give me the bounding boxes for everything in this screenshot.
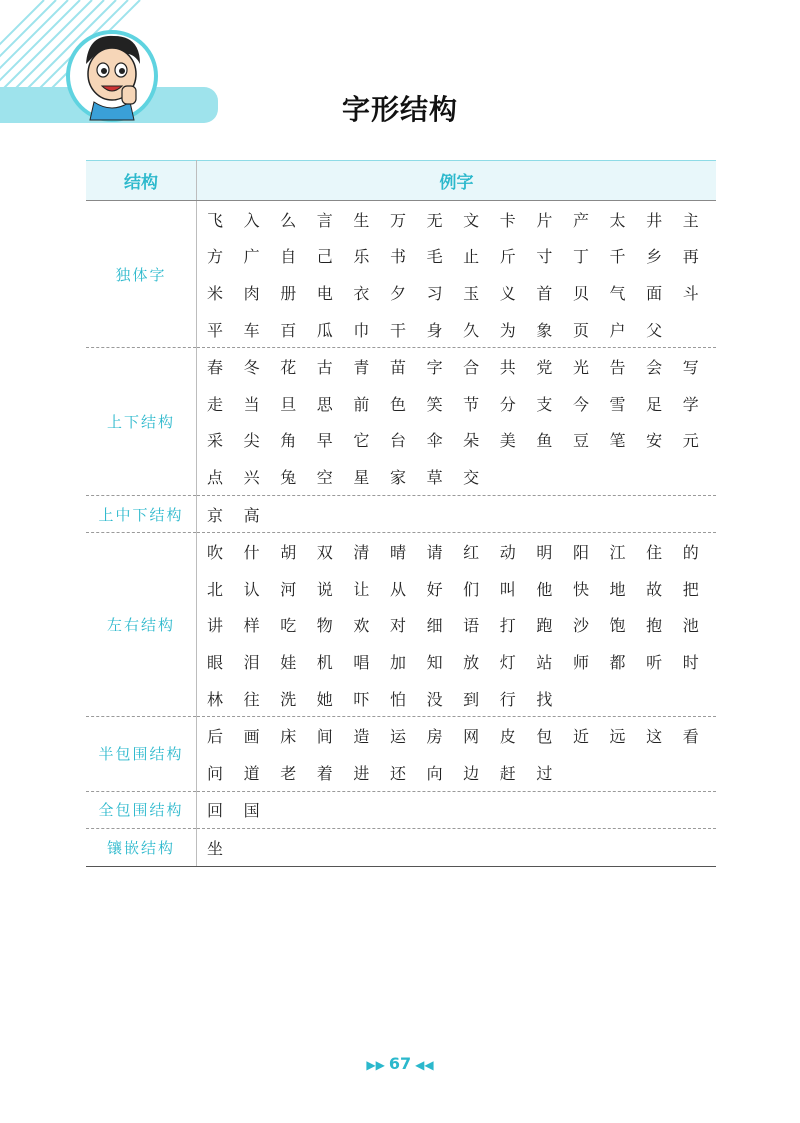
example-character: 包 bbox=[536, 727, 553, 747]
example-character: 唱 bbox=[353, 652, 370, 672]
example-character: 干 bbox=[389, 320, 406, 340]
example-character: 洗 bbox=[280, 689, 297, 709]
character-line bbox=[204, 717, 716, 754]
header-structure: 结构 bbox=[86, 161, 197, 201]
example-character: 写 bbox=[682, 358, 699, 378]
example-character: 色 bbox=[389, 394, 406, 414]
example-character: 平 bbox=[207, 320, 224, 340]
example-character: 党 bbox=[536, 358, 553, 378]
example-character: 鱼 bbox=[536, 431, 553, 451]
example-character: 沙 bbox=[572, 616, 589, 636]
example-character: 没 bbox=[426, 689, 443, 709]
character-line bbox=[204, 385, 716, 422]
example-character: 瓜 bbox=[316, 320, 333, 340]
table-body bbox=[86, 201, 716, 867]
example-character: 都 bbox=[609, 652, 626, 672]
example-character: 雪 bbox=[609, 394, 626, 414]
example-character: 无 bbox=[426, 210, 443, 230]
structure-table bbox=[86, 160, 716, 867]
example-character: 江 bbox=[609, 543, 626, 563]
example-character: 皮 bbox=[499, 727, 516, 747]
example-character: 入 bbox=[243, 210, 260, 230]
character-line bbox=[204, 829, 716, 866]
example-characters bbox=[197, 533, 717, 717]
example-character: 道 bbox=[243, 763, 260, 783]
example-character: 兴 bbox=[243, 467, 260, 487]
example-character: 古 bbox=[316, 358, 333, 378]
example-character: 网 bbox=[463, 727, 480, 747]
example-character: 高 bbox=[243, 505, 260, 525]
example-character: 到 bbox=[463, 689, 480, 709]
structure-label: 上下结构 bbox=[86, 348, 197, 495]
example-character: 她 bbox=[316, 689, 333, 709]
character-line bbox=[204, 792, 716, 829]
page-title: 字形结构 bbox=[341, 93, 458, 126]
example-character: 讲 bbox=[207, 616, 224, 636]
example-character: 玉 bbox=[463, 283, 480, 303]
example-character: 找 bbox=[536, 689, 553, 709]
example-character: 青 bbox=[353, 358, 370, 378]
example-character: 毛 bbox=[426, 247, 443, 267]
example-character: 方 bbox=[207, 247, 224, 267]
example-character: 加 bbox=[389, 652, 406, 672]
example-character: 吹 bbox=[207, 543, 224, 563]
example-character: 言 bbox=[316, 210, 333, 230]
table-row bbox=[86, 533, 716, 717]
example-character: 春 bbox=[207, 358, 224, 378]
example-character: 贝 bbox=[572, 283, 589, 303]
example-character: 主 bbox=[682, 210, 699, 230]
character-line bbox=[204, 533, 716, 570]
example-character: 斗 bbox=[682, 283, 699, 303]
example-character: 足 bbox=[646, 394, 663, 414]
example-character: 电 bbox=[316, 283, 333, 303]
example-character: 页 bbox=[572, 320, 589, 340]
example-character: 细 bbox=[426, 616, 443, 636]
example-character: 什 bbox=[243, 543, 260, 563]
example-character: 吃 bbox=[280, 616, 297, 636]
table-row bbox=[86, 829, 716, 867]
example-character: 共 bbox=[499, 358, 516, 378]
example-character: 美 bbox=[499, 431, 516, 451]
example-character: 兔 bbox=[280, 467, 297, 487]
example-character: 认 bbox=[243, 579, 260, 599]
example-character: 花 bbox=[280, 358, 297, 378]
example-character: 过 bbox=[536, 763, 553, 783]
example-character: 物 bbox=[316, 616, 333, 636]
example-character: 池 bbox=[682, 616, 699, 636]
example-character: 师 bbox=[572, 652, 589, 672]
example-character: 还 bbox=[389, 763, 406, 783]
character-line bbox=[204, 311, 716, 348]
example-character: 国 bbox=[243, 801, 260, 821]
example-character: 让 bbox=[353, 579, 370, 599]
table-row bbox=[86, 791, 716, 829]
example-characters bbox=[197, 717, 717, 791]
character-line bbox=[204, 570, 716, 607]
structure-label: 半包围结构 bbox=[86, 717, 197, 791]
example-character: 说 bbox=[316, 579, 333, 599]
example-character: 身 bbox=[426, 320, 443, 340]
example-character: 胡 bbox=[280, 543, 297, 563]
example-character: 向 bbox=[426, 763, 443, 783]
example-character: 这 bbox=[646, 727, 663, 747]
example-character: 交 bbox=[463, 467, 480, 487]
example-character: 笔 bbox=[609, 431, 626, 451]
example-character: 看 bbox=[682, 727, 699, 747]
example-character: 双 bbox=[316, 543, 333, 563]
example-characters bbox=[197, 791, 717, 829]
example-character: 久 bbox=[463, 320, 480, 340]
example-character: 放 bbox=[463, 652, 480, 672]
example-character: 造 bbox=[353, 727, 370, 747]
example-character: 跑 bbox=[536, 616, 553, 636]
example-character: 己 bbox=[316, 247, 333, 267]
table-row bbox=[86, 201, 716, 348]
example-character: 会 bbox=[646, 358, 663, 378]
example-character: 行 bbox=[499, 689, 516, 709]
example-character: 近 bbox=[572, 727, 589, 747]
example-character: 赶 bbox=[499, 763, 516, 783]
example-character: 米 bbox=[207, 283, 224, 303]
example-character: 进 bbox=[353, 763, 370, 783]
example-character: 阳 bbox=[572, 543, 589, 563]
example-character: 当 bbox=[243, 394, 260, 414]
example-character: 豆 bbox=[572, 431, 589, 451]
example-character: 老 bbox=[280, 763, 297, 783]
example-character: 生 bbox=[353, 210, 370, 230]
example-character: 片 bbox=[536, 210, 553, 230]
example-character: 车 bbox=[243, 320, 260, 340]
character-line bbox=[204, 274, 716, 311]
example-character: 尖 bbox=[243, 431, 260, 451]
character-line bbox=[204, 458, 716, 495]
example-character: 今 bbox=[572, 394, 589, 414]
example-character: 欢 bbox=[353, 616, 370, 636]
example-character: 学 bbox=[682, 394, 699, 414]
example-character: 饱 bbox=[609, 616, 626, 636]
example-character: 面 bbox=[646, 283, 663, 303]
example-character: 红 bbox=[463, 543, 480, 563]
example-character: 从 bbox=[389, 579, 406, 599]
example-character: 京 bbox=[207, 505, 224, 525]
example-character: 册 bbox=[280, 283, 297, 303]
example-character: 光 bbox=[572, 358, 589, 378]
example-character: 运 bbox=[389, 727, 406, 747]
example-character: 气 bbox=[609, 283, 626, 303]
example-character: 台 bbox=[389, 431, 406, 451]
example-character: 自 bbox=[280, 247, 297, 267]
example-character: 北 bbox=[207, 579, 224, 599]
example-character: 百 bbox=[280, 320, 297, 340]
example-character: 夕 bbox=[389, 283, 406, 303]
example-character: 首 bbox=[536, 283, 553, 303]
structure-label: 镶嵌结构 bbox=[86, 829, 197, 867]
example-character: 动 bbox=[499, 543, 516, 563]
example-character: 的 bbox=[682, 543, 699, 563]
structure-label: 上中下结构 bbox=[86, 495, 197, 533]
example-character: 好 bbox=[426, 579, 443, 599]
example-character: 河 bbox=[280, 579, 297, 599]
example-character: 合 bbox=[463, 358, 480, 378]
example-character: 太 bbox=[609, 210, 626, 230]
example-character: 父 bbox=[646, 320, 663, 340]
example-characters bbox=[197, 201, 717, 348]
example-character: 林 bbox=[207, 689, 224, 709]
example-character: 飞 bbox=[207, 210, 224, 230]
table-row bbox=[86, 495, 716, 533]
structure-label: 左右结构 bbox=[86, 533, 197, 717]
example-character: 间 bbox=[316, 727, 333, 747]
example-character: 往 bbox=[243, 689, 260, 709]
example-character: 冬 bbox=[243, 358, 260, 378]
example-character: 站 bbox=[536, 652, 553, 672]
example-character: 它 bbox=[353, 431, 370, 451]
example-character: 肉 bbox=[243, 283, 260, 303]
example-character: 画 bbox=[243, 727, 260, 747]
example-character: 打 bbox=[499, 616, 516, 636]
example-character: 思 bbox=[316, 394, 333, 414]
example-character: 明 bbox=[536, 543, 553, 563]
example-character: 他 bbox=[536, 579, 553, 599]
example-character: 再 bbox=[682, 247, 699, 267]
example-character: 产 bbox=[572, 210, 589, 230]
example-character: 故 bbox=[646, 579, 663, 599]
example-character: 眼 bbox=[207, 652, 224, 672]
example-character: 伞 bbox=[426, 431, 443, 451]
example-character: 止 bbox=[463, 247, 480, 267]
example-character: 卡 bbox=[499, 210, 516, 230]
example-character: 晴 bbox=[389, 543, 406, 563]
character-line bbox=[204, 680, 716, 717]
example-character: 千 bbox=[609, 247, 626, 267]
example-character: 家 bbox=[389, 467, 406, 487]
example-character: 旦 bbox=[280, 394, 297, 414]
example-character: 问 bbox=[207, 763, 224, 783]
example-character: 角 bbox=[280, 431, 297, 451]
example-character: 回 bbox=[207, 801, 224, 821]
example-character: 远 bbox=[609, 727, 626, 747]
example-character: 衣 bbox=[353, 283, 370, 303]
example-character: 把 bbox=[682, 579, 699, 599]
example-character: 吓 bbox=[353, 689, 370, 709]
example-character: 边 bbox=[463, 763, 480, 783]
example-character: 井 bbox=[646, 210, 663, 230]
example-character: 泪 bbox=[243, 652, 260, 672]
example-character: 义 bbox=[499, 283, 516, 303]
example-character: 坐 bbox=[207, 838, 224, 858]
example-character: 采 bbox=[207, 431, 224, 451]
example-character: 样 bbox=[243, 616, 260, 636]
example-character: 斤 bbox=[499, 247, 516, 267]
example-character: 知 bbox=[426, 652, 443, 672]
example-character: 早 bbox=[316, 431, 333, 451]
example-character: 着 bbox=[316, 763, 333, 783]
example-character: 床 bbox=[280, 727, 297, 747]
example-character: 时 bbox=[682, 652, 699, 672]
page-number-text: 67 bbox=[388, 1054, 412, 1073]
example-character: 丁 bbox=[572, 247, 589, 267]
example-character: 怕 bbox=[389, 689, 406, 709]
example-character: 后 bbox=[207, 727, 224, 747]
example-character: 点 bbox=[207, 467, 224, 487]
example-character: 机 bbox=[316, 652, 333, 672]
example-character: 房 bbox=[426, 727, 443, 747]
example-character: 元 bbox=[682, 431, 699, 451]
example-character: 听 bbox=[646, 652, 663, 672]
left-arrows-icon: ◀◀ bbox=[415, 1058, 434, 1072]
character-line bbox=[204, 422, 716, 459]
example-character: 乡 bbox=[646, 247, 663, 267]
example-character: 前 bbox=[353, 394, 370, 414]
example-character: 支 bbox=[536, 394, 553, 414]
example-character: 万 bbox=[389, 210, 406, 230]
example-character: 象 bbox=[536, 320, 553, 340]
character-line bbox=[204, 348, 716, 385]
example-character: 广 bbox=[243, 247, 260, 267]
example-character: 朵 bbox=[463, 431, 480, 451]
example-character: 巾 bbox=[353, 320, 370, 340]
example-character: 快 bbox=[572, 579, 589, 599]
example-character: 住 bbox=[646, 543, 663, 563]
structure-label: 独体字 bbox=[86, 201, 197, 348]
example-character: 走 bbox=[207, 394, 224, 414]
example-character: 分 bbox=[499, 394, 516, 414]
example-character: 书 bbox=[389, 247, 406, 267]
character-line bbox=[204, 238, 716, 275]
example-character: 习 bbox=[426, 283, 443, 303]
example-character: 草 bbox=[426, 467, 443, 487]
example-character: 灯 bbox=[499, 652, 516, 672]
example-character: 字 bbox=[426, 358, 443, 378]
example-character: 户 bbox=[609, 320, 626, 340]
character-line bbox=[204, 201, 716, 238]
example-characters bbox=[197, 495, 717, 533]
example-character: 地 bbox=[609, 579, 626, 599]
example-character: 叫 bbox=[499, 579, 516, 599]
table-row bbox=[86, 717, 716, 791]
example-character: 们 bbox=[463, 579, 480, 599]
example-character: 寸 bbox=[536, 247, 553, 267]
character-line bbox=[204, 496, 716, 533]
example-character: 乐 bbox=[353, 247, 370, 267]
example-character: 娃 bbox=[280, 652, 297, 672]
page-number bbox=[0, 1054, 800, 1073]
example-character: 么 bbox=[280, 210, 297, 230]
table-row bbox=[86, 348, 716, 495]
example-character: 安 bbox=[646, 431, 663, 451]
example-character: 告 bbox=[609, 358, 626, 378]
example-character: 空 bbox=[316, 467, 333, 487]
example-characters bbox=[197, 829, 717, 867]
character-line bbox=[204, 643, 716, 680]
table-header-row bbox=[86, 161, 716, 201]
example-character: 抱 bbox=[646, 616, 663, 636]
example-character: 星 bbox=[353, 467, 370, 487]
example-character: 清 bbox=[353, 543, 370, 563]
example-characters bbox=[197, 348, 717, 495]
example-character: 语 bbox=[463, 616, 480, 636]
example-character: 文 bbox=[463, 210, 480, 230]
character-line bbox=[204, 607, 716, 644]
example-character: 为 bbox=[499, 320, 516, 340]
character-line bbox=[204, 754, 716, 791]
example-character: 请 bbox=[426, 543, 443, 563]
example-character: 对 bbox=[389, 616, 406, 636]
example-character: 节 bbox=[463, 394, 480, 414]
example-character: 苗 bbox=[389, 358, 406, 378]
structure-label: 全包围结构 bbox=[86, 791, 197, 829]
header-examples: 例字 bbox=[197, 161, 717, 201]
right-arrows-icon: ▶▶ bbox=[366, 1058, 385, 1072]
example-character: 笑 bbox=[426, 394, 443, 414]
